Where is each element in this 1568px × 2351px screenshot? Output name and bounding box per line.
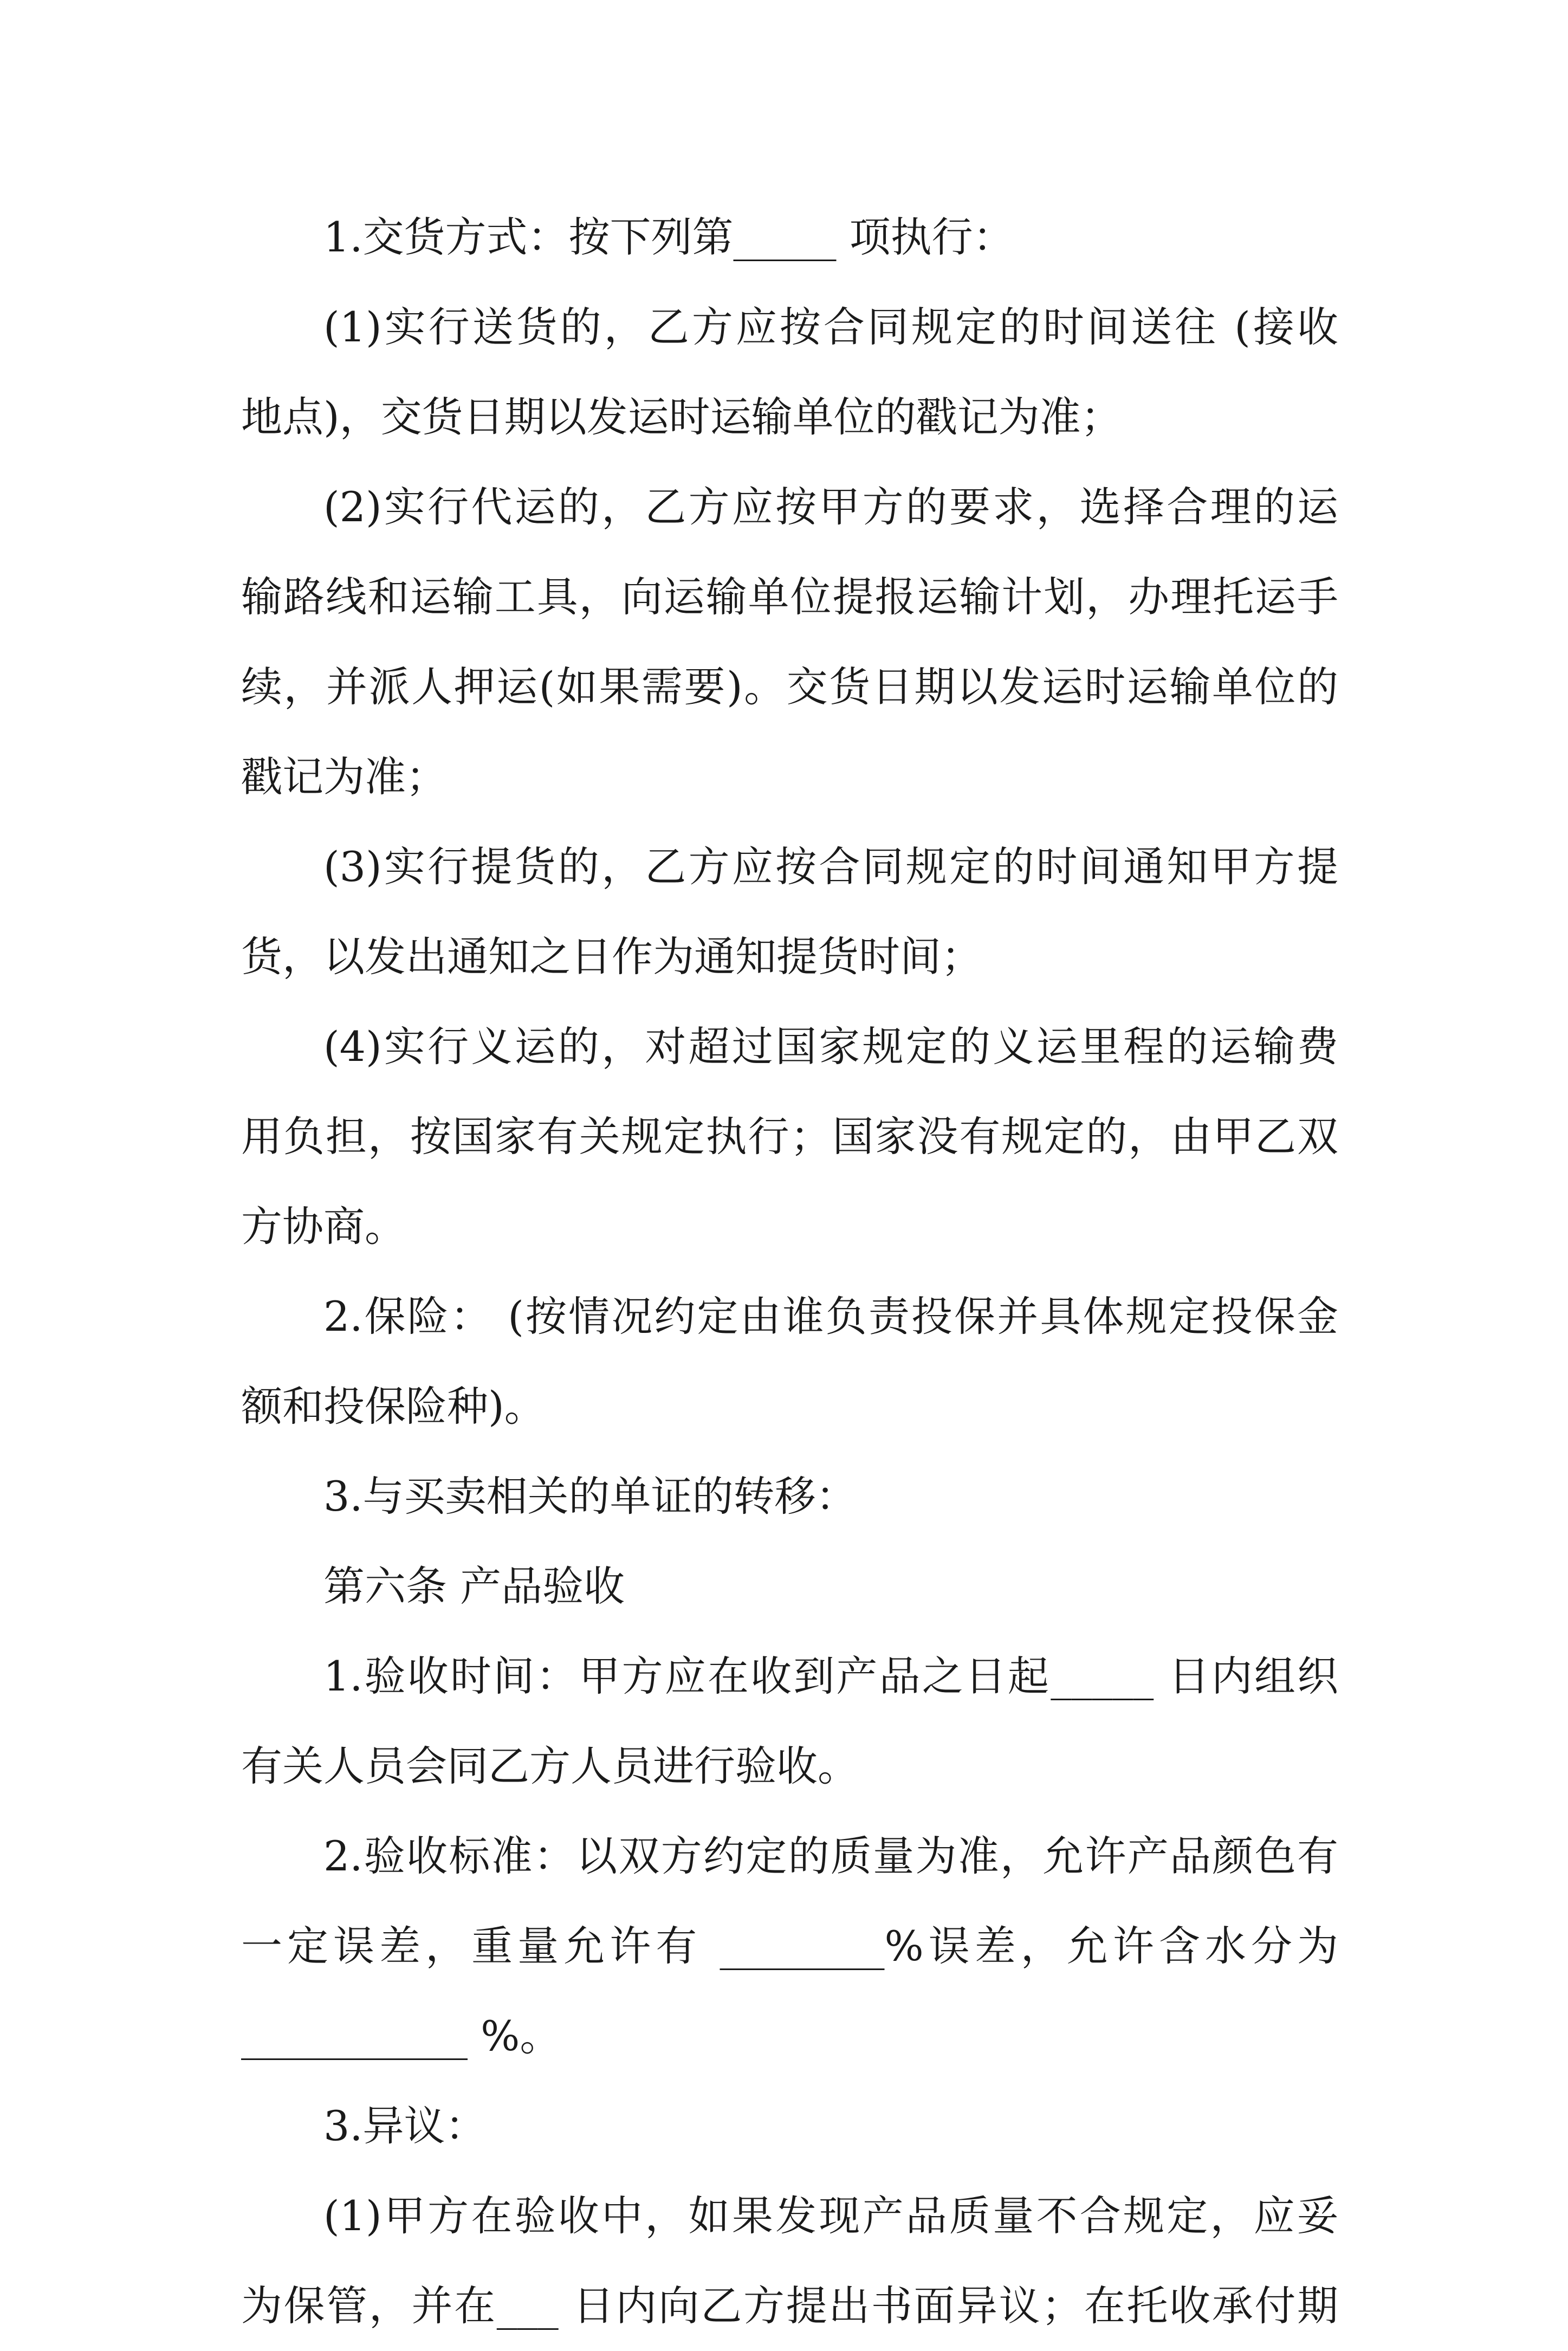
text-line: 用负担，按国家有关规定执行；国家没有规定的，由甲乙双 [241, 1112, 1338, 1161]
text-line: ___________ %。 [241, 2012, 561, 2060]
text-line: 1.交货方式：按下列第_____ 项执行： [323, 213, 1014, 261]
document-body [241, 192, 1338, 2351]
text-line: 第六条 产品验收 [323, 1562, 625, 1610]
text-line: 3.与买卖相关的单证的转移： [323, 1472, 857, 1520]
text-line: (4)实行义运的，对超过国家规定的义运里程的运输费 [323, 1022, 1338, 1071]
text-line: 2.验收标准：以双方约定的质量为准，允许产品颜色有 [323, 1832, 1338, 1880]
text-line: 货，以发出通知之日作为通知提货时间； [241, 932, 982, 981]
text-line: 续，并派人押运(如果需要)。交货日期以发运时运输单位的 [241, 663, 1338, 711]
text-line: (1)甲方在验收中，如果发现产品质量不合规定，应妥 [323, 2192, 1338, 2240]
text-line: 3.异议： [323, 2102, 487, 2150]
text-line: 1.验收时间：甲方应在收到产品之日起_____ 日内组织 [323, 1652, 1338, 1700]
text-line: 地点)，交货日期以发运时运输单位的戳记为准； [241, 393, 1122, 441]
text-line: 为保管，并在___ 日内向乙方提出书面异议；在托收承付期 [241, 2282, 1338, 2330]
text-line: (2)实行代运的，乙方应按甲方的要求，选择合理的运 [323, 483, 1338, 531]
text-line: 额和投保险种)。 [241, 1382, 546, 1430]
text-line: 输路线和运输工具，向运输单位提报运输计划，办理托运手 [241, 573, 1338, 621]
text-line: 2.保险： (按情况约定由谁负责投保并具体规定投保金 [323, 1292, 1338, 1340]
text-line: (3)实行提货的，乙方应按合同规定的时间通知甲方提 [323, 843, 1338, 891]
document-page [241, 192, 1338, 2351]
text-line: 方协商。 [241, 1202, 406, 1251]
text-line: 一定误差，重量允许有 ________%误差，允许含水分为 [241, 1922, 1338, 1970]
text-line: (1)实行送货的，乙方应按合同规定的时间送往 (接收 [323, 303, 1338, 351]
text-line: 有关人员会同乙方人员进行验收。 [241, 1742, 859, 1790]
text-line: 戳记为准； [241, 753, 447, 801]
